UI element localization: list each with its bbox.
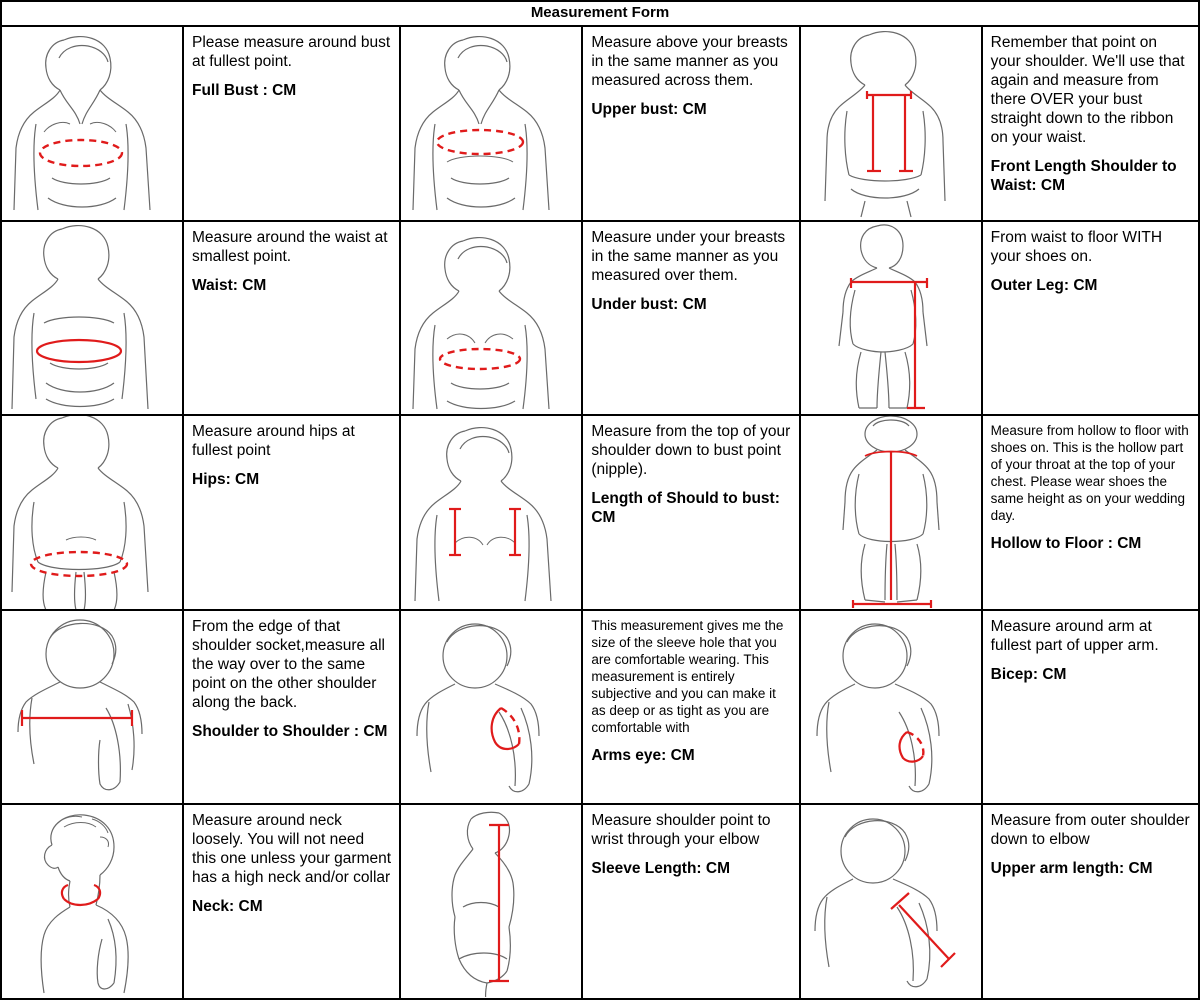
label-sleeve-length: Sleeve Length: CM xyxy=(591,860,730,878)
text-full-bust xyxy=(184,27,401,220)
text-outer-leg xyxy=(983,222,1198,415)
desc-hollow-to-floor: Measure from hollow to floor with shoes on. This is the hollow part of your throat at the top of your chest. Please wear shoes the same height as on your wedding day. xyxy=(990,423,1189,524)
label-arms-eye: Arms eye: CM xyxy=(591,746,695,764)
figure-arms-eye xyxy=(401,611,583,804)
text-waist xyxy=(184,222,401,415)
label-shoulder-to-bust: Length of Should to bust: CM xyxy=(591,490,780,527)
text-sleeve-length xyxy=(583,805,800,998)
desc-outer-leg: From waist to floor WITH your shoes on. xyxy=(990,228,1163,265)
label-bicep: Bicep: CM xyxy=(990,665,1067,683)
figure-waist xyxy=(2,222,184,415)
figure-shoulder-to-bust xyxy=(401,416,583,609)
label-neck: Neck: CM xyxy=(192,898,263,916)
figure-neck xyxy=(2,805,184,998)
table-row xyxy=(2,805,1198,998)
label-hips: Hips: CM xyxy=(192,471,260,489)
text-upper-arm-length xyxy=(983,805,1198,998)
figure-full-bust xyxy=(2,27,184,220)
label-front-length-shoulder-to-waist: Front Length Shoulder to Waist: CM xyxy=(990,158,1177,194)
text-shoulder-to-shoulder xyxy=(184,611,401,804)
desc-shoulder-to-bust: Measure from the top of your shoulder down to bust point (nipple). xyxy=(591,423,791,479)
desc-full-bust: Please measure around bust at fullest point. xyxy=(192,34,391,70)
desc-waist: Measure around the waist at smallest point. xyxy=(192,228,388,265)
text-hips xyxy=(184,416,401,609)
figure-upper-bust xyxy=(401,27,583,220)
text-bicep xyxy=(983,611,1198,804)
table-row xyxy=(2,611,1198,806)
figure-bicep xyxy=(801,611,983,804)
desc-shoulder-to-shoulder: From the edge of that shoulder socket,measure all the way over to the same point on the other shoulder along the back. xyxy=(192,617,385,711)
label-upper-arm-length: Upper arm length: CM xyxy=(990,860,1153,878)
desc-arms-eye: This measurement gives me the size of the sleeve hole that you are comfortable wearing. This measurement is entirely subjective and you can make it as deep or as tight as you are comfortable with xyxy=(591,617,784,735)
figure-sleeve-length xyxy=(401,805,583,998)
measurement-grid xyxy=(2,27,1198,998)
text-shoulder-to-bust xyxy=(583,416,800,609)
text-upper-bust xyxy=(583,27,800,220)
label-under-bust: Under bust: CM xyxy=(591,295,707,313)
figure-shoulder-to-shoulder xyxy=(2,611,184,804)
desc-front-length-shoulder-to-waist: Remember that point on your shoulder. We'll use that again and measure from there OVER your bust straight down to the ribbon on your waist. xyxy=(990,34,1185,146)
text-hollow-to-floor xyxy=(983,416,1198,609)
label-full-bust: Full Bust : CM xyxy=(192,82,297,99)
desc-bicep: Measure around arm at fullest part of upper arm. xyxy=(990,617,1159,654)
label-outer-leg: Outer Leg: CM xyxy=(990,276,1098,294)
desc-upper-arm-length: Measure from outer shoulder down to elbow xyxy=(990,812,1190,849)
text-neck xyxy=(184,805,401,998)
figure-under-bust xyxy=(401,222,583,415)
figure-outer-leg xyxy=(801,222,983,415)
desc-hips: Measure around hips at fullest point xyxy=(192,423,355,460)
table-row xyxy=(2,416,1198,611)
figure-upper-arm-length xyxy=(801,805,983,998)
label-waist: Waist: CM xyxy=(192,276,267,294)
desc-under-bust: Measure under your breasts in the same manner as you measured over them. xyxy=(591,228,786,284)
table-row xyxy=(2,222,1198,417)
desc-sleeve-length: Measure shoulder point to wrist through your elbow xyxy=(591,812,771,849)
desc-upper-bust: Measure above your breasts in the same manner as you measured across them. xyxy=(591,34,788,89)
table-row xyxy=(2,27,1198,222)
figure-hips xyxy=(2,416,184,609)
figure-front-length-shoulder-to-waist xyxy=(801,27,983,220)
text-front-length-shoulder-to-waist xyxy=(983,27,1198,220)
text-under-bust xyxy=(583,222,800,415)
label-upper-bust: Upper bust: CM xyxy=(591,101,707,118)
text-arms-eye xyxy=(583,611,800,804)
label-shoulder-to-shoulder: Shoulder to Shoulder : CM xyxy=(192,722,388,740)
label-hollow-to-floor: Hollow to Floor : CM xyxy=(990,535,1142,553)
desc-neck: Measure around neck loosely. You will not need this one unless your garment has a high neck and/or collar xyxy=(192,812,392,887)
figure-hollow-to-floor xyxy=(801,416,983,609)
page-title: Measurement Form xyxy=(2,2,1198,27)
